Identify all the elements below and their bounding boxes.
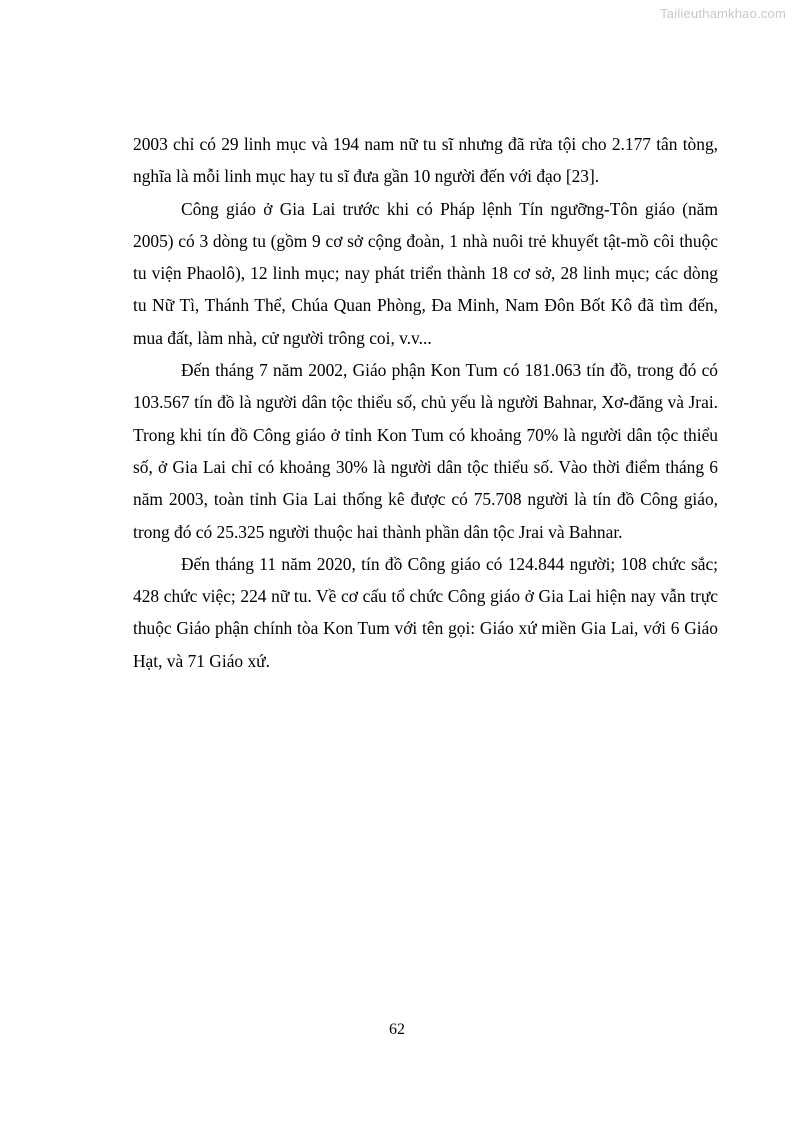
- paragraph-2020-statistics: Đến tháng 11 năm 2020, tín đồ Công giáo có 124.844 người; 108 chức sắc; 428 chức việc; 224 nữ tu. Về cơ cấu tổ chức Công giáo ở Gia Lai hiện nay vẫn trực thuộc Giáo phận chính tòa Kon Tum với tên gọi: Giáo xứ miền Gia Lai, với 6 Giáo Hạt, và 71 Giáo xứ.: [133, 553, 718, 671]
- watermark-text: Tailieuthamkhao.com: [660, 6, 786, 21]
- paragraph-kon-tum-statistics: Đến tháng 7 năm 2002, Giáo phận Kon Tum có 181.063 tín đồ, trong đó có 103.567 tín đồ là người dân tộc thiểu số, chủ yếu là người Bahnar, Xơ-đăng và Jrai. Trong khi tín đồ Công giáo ở tỉnh Kon Tum có khoảng 70% là người dân tộc thiểu số, ở Gia Lai chỉ có khoảng 30% là người dân tộc thiểu số. Vào thời điểm tháng 6 năm 2003, toàn tỉnh Gia Lai thống kê được có 75.708 người là tín đồ Công giáo, trong đó có 25.325 người thuộc hai thành phần dân tộc Jrai và Bahnar.: [133, 360, 718, 542]
- paragraph-gia-lai-religious-orders: Công giáo ở Gia Lai trước khi có Pháp lệnh Tín ngưỡng-Tôn giáo (năm 2005) có 3 dòng tu (gồm 9 cơ sở cộng đoàn, 1 nhà nuôi trẻ khuyết tật-mồ côi thuộc tu viện Phaolô), 12 linh mục; nay phát triển thành 18 cơ sở, 28 linh mục; các dòng tu Nữ Tì, Thánh Thể, Chúa Quan Phòng, Đa Minh, Nam Đôn Bốt Kô đã tìm đến, mua đất, làm nhà, cử người trông coi, v.v...: [133, 198, 718, 348]
- paragraph-continuation: 2003 chỉ có 29 linh mục và 194 nam nữ tu sĩ nhưng đã rửa tội cho 2.177 tân tòng, nghĩa là mỗi linh mục hay tu sĩ đưa gần 10 người đến với đạo [23].: [133, 134, 718, 187]
- page-number: 62: [389, 1021, 405, 1038]
- document-body: [133, 128, 718, 677]
